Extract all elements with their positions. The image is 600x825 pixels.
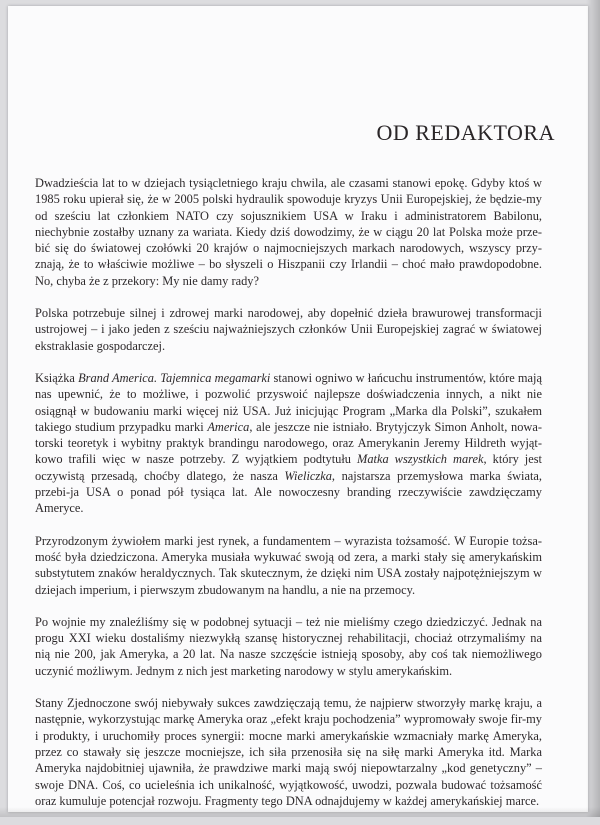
paragraph-3-part-1: Książka bbox=[35, 371, 78, 385]
page-title: OD REDAKTORA bbox=[0, 120, 555, 146]
wieliczka-italic: Wieliczka bbox=[284, 469, 331, 483]
paragraph-2: Polska potrzebuje silnej i zdrowej marki narodowej, aby dopełnić dzieła brawurowej transformacji ustrojowej – i jako jeden z sześciu najważniejszych członków Unii Europejskiej zagrać w światowej ekstraklasie gospodarczej. bbox=[35, 305, 542, 354]
paragraph-3-part-3: , ale jeszcze nie istniało. Brytyjczyk Simon Anholt, nowa-torski teoretyk i wybitny praktyk brandingu narodowego, oraz Amerykanin Jeremy Hildreth wyjąt-kowo trafili więc w nasze potrzeby. Z wyjątkiem podtytułu bbox=[35, 420, 542, 467]
paragraph-3-part-4: , który jest oczywistą przesadą, choćby dlatego, że nasza bbox=[35, 452, 542, 482]
paragraph-6: Stany Zjednoczone swój niebywały sukces zawdzięczają temu, że najpierw stworzyły markę kraju, a następnie, wykorzystując markę Ameryka oraz „efekt kraju pochodzenia” wypromowały swoje fir-my i produkty, i uruchomiły proces synergii: mocne marki amerykańskie wzmacniały markę Ameryka, przez co stawały się jeszcze mocniejsze, ich siła przenosiła się na siłę marki Ameryka itd. Marka Ameryka najdobitniej ujawniła, że prawdziwe marki mają swój niepowtarzalny „kod genetyczny” – swoje DNA. Coś, co ucieleśnia ich unikalność, wyjątkowość, uwodzi, pozwala budować tożsamość oraz kumuluje potencjał rozwoju. Fragmenty tego DNA odnajdujemy w każdej amerykańskiej marce. bbox=[35, 695, 542, 809]
paragraph-3 bbox=[35, 370, 542, 517]
america-italic: America bbox=[207, 420, 249, 434]
paragraph-1: Dwadzieścia lat to w dziejach tysiącletniego kraju chwila, ale czasami stanowi epokę. Gdyby ktoś w 1985 roku upierał się, że w 2005 polski hydraulik spowoduje kryzys Unii Europejskiej, że będzie-my od sześciu lat członkiem NATO czy sojusznikiem USA w Iraku i administratorem Babilonu, niechybnie zostałby uznany za wariata. Kiedy dziś dowodzimy, że w ciągu 20 lat Polska może prze-bić się do światowej czołówki 20 krajów o najmocniejszych markach narodowych, wszyscy przy-znają, że to właściwie możliwe – bo słyszeli o Hiszpanii czy Irlandii – choć mało prawdopodobne. No, chyba że z przekory: My nie damy rady? bbox=[35, 175, 542, 289]
subtitle-italic: Matka wszystkich marek bbox=[357, 452, 484, 466]
paragraph-5: Po wojnie my znaleźliśmy się w podobnej sytuacji – też nie mieliśmy czego dziedziczyć. Jednak na progu XXI wieku dostaliśmy niezwykłą szansę historycznej rehabilitacji, chociaż otrzymaliśmy na nią nie 200, jak Ameryka, a 20 lat. Na nasze szczęście istnieją sposoby, aby coś tak niemożliwego uczynić możliwym. Jednym z nich jest marketing narodowy w stylu amerykańskim. bbox=[35, 614, 542, 679]
paragraph-3-part-2: stanowi ogniwo w łańcuchu instrumentów, które mają nas upewnić, że to możliwe, i pozwolić przyswoić najlepsze doświadczenia innych, a nikt nie osiągnął w budowaniu marki więcej niż USA. Już inicjując Program „Marka dla Polski”, szukałem takiego studium przypadku marki bbox=[35, 371, 542, 434]
paragraph-4: Przyrodzonym żywiołem marki jest rynek, a fundamentem – wyrazista tożsamość. W Europie tożsa-mość była dziedziczona. Ameryka musiała wykuwać swoją od zera, a marki stały się amerykańskim substytutem znaków heraldycznych. Tak skutecznym, że dzięki nim USA zostały najpotężniejszym w dziejach imperium, i pierwszym zbudowanym na handlu, a nie na przemocy. bbox=[35, 533, 542, 598]
page-edge-shadow bbox=[586, 0, 600, 817]
body-text bbox=[35, 175, 542, 825]
book-title-italic: Brand America. Tajemnica megamarki bbox=[78, 371, 270, 385]
paragraph-3-part-5: , najstarsza przemysłowa marka świata, przebi-ja USA o ponad pół tysiąca lat. Ale nowoczesny branding rzeczywiście zawdzięczamy Ameryce. bbox=[35, 469, 542, 516]
